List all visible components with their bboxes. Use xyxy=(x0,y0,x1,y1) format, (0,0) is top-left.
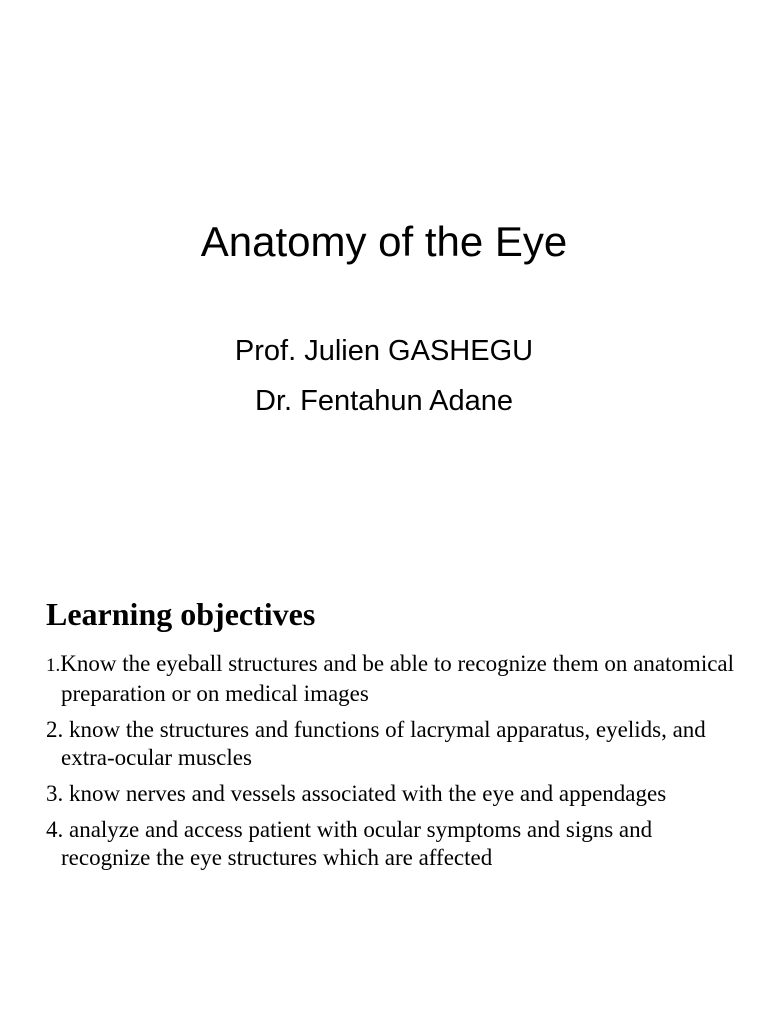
objective-text: analyze and access patient with ocular symptoms and signs and recognize the eye structures which are affected xyxy=(61,817,653,870)
objective-item xyxy=(46,650,736,708)
objective-number: 1. xyxy=(46,655,61,676)
objective-text: know nerves and vessels associated with the eye and appendages xyxy=(63,781,667,806)
objective-list xyxy=(46,650,736,872)
author-name: Dr. Fentahun Adane xyxy=(255,385,513,417)
objective-text: Know the eyeball structures and be able to recognize them on anatomical preparation or on medical images xyxy=(60,651,735,706)
slide-title: Anatomy of the Eye xyxy=(200,218,568,265)
objective-number: 3. xyxy=(46,781,64,806)
objective-item xyxy=(46,716,736,772)
objective-number: 2. xyxy=(46,717,64,742)
author-name: Prof. Julien GASHEGU xyxy=(234,335,534,367)
objective-number: 4. xyxy=(46,817,64,842)
objective-item xyxy=(46,780,736,808)
objective-item xyxy=(46,816,736,872)
title-slide xyxy=(0,0,768,500)
objectives-heading: Learning objectives xyxy=(46,596,316,632)
objective-text: know the structures and functions of lacrymal apparatus, eyelids, and extra-ocular muscles xyxy=(61,717,706,770)
learning-objectives-section xyxy=(46,592,736,880)
